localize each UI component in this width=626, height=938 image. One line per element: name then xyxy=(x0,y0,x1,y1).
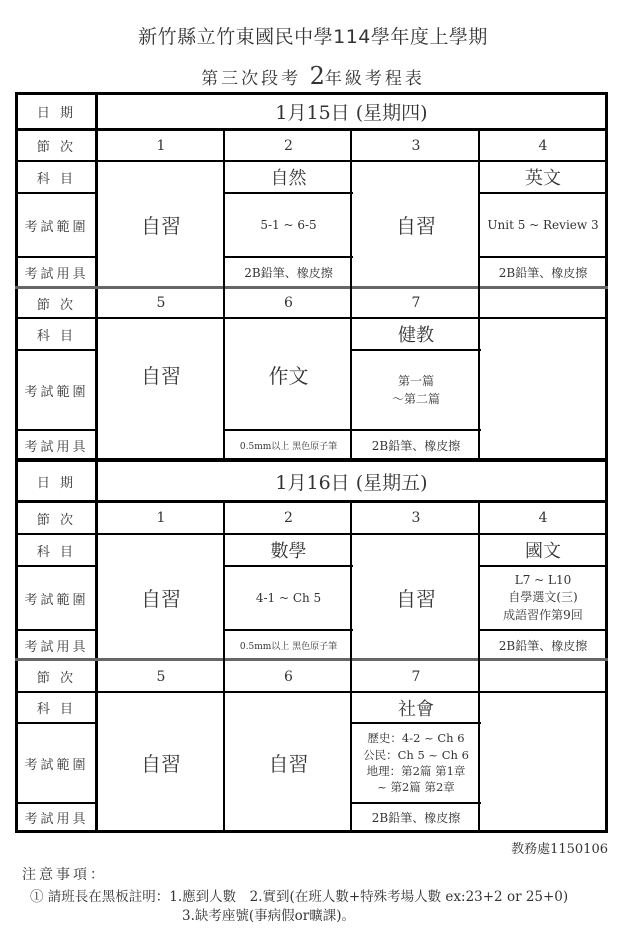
scope-line: 第一篇 xyxy=(397,374,434,388)
day2-date: 1月16日 (星期五) xyxy=(275,471,428,494)
scope-line: 自學選文(三) xyxy=(508,590,578,605)
day1-p2-scope: 5-1 ~ 6-5 xyxy=(260,218,317,232)
subject-label: 科 目 xyxy=(36,328,77,344)
scope-label: 考試範圍 xyxy=(24,384,89,400)
scope-label: 考試範圍 xyxy=(24,592,89,608)
grade-number: 2 xyxy=(309,62,325,90)
subject-label: 科 目 xyxy=(36,171,77,187)
day2-p4-tools: 2B鉛筆、橡皮擦 xyxy=(498,638,588,653)
day2-p7-scope xyxy=(353,724,479,802)
day2-p2-scope: 4-1 ~ Ch 5 xyxy=(255,591,322,605)
notes-title: 注意事項： xyxy=(22,867,107,883)
day2-period-3: 3 xyxy=(411,510,421,526)
day1-period-5: 5 xyxy=(156,295,166,311)
scope-line: 地理：第2篇 第1章 xyxy=(366,764,466,778)
day2-p2-subject: 數學 xyxy=(270,541,307,562)
scope-label: 考試範圍 xyxy=(24,757,89,773)
note-line-1: ① 請班長在黑板註明：1.應到人數 2.實到(在班人數+特殊考場人數 ex:23+2 or 25+0) xyxy=(30,889,569,905)
day1-p6-composition: 作文 xyxy=(268,363,309,388)
day1-p6-tools: 0.5mm以上 黑色原子筆 xyxy=(239,441,338,452)
day2-period-7: 7 xyxy=(411,668,421,685)
column-divider xyxy=(223,500,225,833)
exam-title-suffix: 年級考程表 xyxy=(324,69,425,89)
day1-p2-subject: 自然 xyxy=(270,168,307,189)
day2-p4-subject: 國文 xyxy=(525,541,561,562)
day1-period-2: 2 xyxy=(284,137,293,154)
subject-label: 科 目 xyxy=(36,702,77,717)
issuer-signature: 教務處1150106 xyxy=(511,842,608,857)
column-divider xyxy=(478,128,480,458)
day1-p4-tools: 2B鉛筆、橡皮擦 xyxy=(498,266,588,280)
day1-p4-subject: 英文 xyxy=(525,168,561,189)
subject-label: 科 目 xyxy=(36,544,77,560)
tools-label: 考試用具 xyxy=(24,439,89,455)
period-label: 節 次 xyxy=(36,140,77,155)
day1-period-4: 4 xyxy=(538,137,548,154)
scope-line: 歷史：4-2 ~ Ch 6 xyxy=(367,731,465,746)
day2-p2-tools: 0.5mm以上 黑色原子筆 xyxy=(239,641,338,652)
date-label: 日 期 xyxy=(36,475,77,491)
column-divider xyxy=(478,500,480,833)
tools-label: 考試用具 xyxy=(24,267,89,282)
period-label: 節 次 xyxy=(36,512,77,528)
day2-period-1: 1 xyxy=(156,510,166,526)
day2-p3-self-study: 自習 xyxy=(396,586,436,611)
scope-line: ～第二篇 xyxy=(391,392,440,406)
day1-p1-self-study: 自習 xyxy=(141,214,181,238)
column-divider xyxy=(223,128,225,458)
day1-p7-scope xyxy=(353,351,479,429)
day1-p3-self-study: 自習 xyxy=(396,214,436,238)
period-label: 節 次 xyxy=(36,671,77,686)
day1-period-7: 7 xyxy=(411,295,421,311)
day2-p7-tools: 2B鉛筆、橡皮擦 xyxy=(371,811,461,825)
scope-label: 考試範圍 xyxy=(24,219,89,235)
scope-line: 公民：Ch 5 ~ Ch 6 xyxy=(363,747,469,762)
school-title: 新竹縣立竹東國民中學114學年度上學期 xyxy=(138,26,488,48)
day2-period-2: 2 xyxy=(284,510,293,526)
day1-p5-self-study: 自習 xyxy=(141,363,181,388)
day2-p1-self-study: 自習 xyxy=(141,586,181,611)
notes-body xyxy=(30,888,568,926)
day2-period-4: 4 xyxy=(538,510,548,526)
scope-line: ~ 第2篇 第2章 xyxy=(377,780,455,795)
day1-period-1: 1 xyxy=(156,137,166,154)
tools-label: 考試用具 xyxy=(24,639,89,655)
day2-p7-subject: 社會 xyxy=(398,698,434,720)
day1-period-6: 6 xyxy=(284,295,293,311)
day1-p7-tools: 2B鉛筆、橡皮擦 xyxy=(371,438,461,453)
scope-line: L7 ~ L10 xyxy=(514,572,572,587)
exam-title-prefix: 第三次段考 xyxy=(201,69,302,89)
column-divider xyxy=(350,128,352,458)
column-divider xyxy=(350,500,352,833)
tools-label: 考試用具 xyxy=(24,812,89,827)
date-label: 日 期 xyxy=(36,106,77,121)
day2-p4-scope xyxy=(481,567,605,629)
period-label: 節 次 xyxy=(36,297,77,313)
day1-p2-tools: 2B鉛筆、橡皮擦 xyxy=(244,266,333,280)
day1-p4-scope: Unit 5 ~ Review 3 xyxy=(487,218,599,232)
day1-p7-subject: 健教 xyxy=(398,325,434,346)
day2-p5-self-study: 自習 xyxy=(141,751,181,776)
day2-period-6: 6 xyxy=(284,668,293,685)
day1-period-3: 3 xyxy=(411,137,421,154)
day2-period-5: 5 xyxy=(156,668,166,685)
day2-p6-self-study: 自習 xyxy=(268,751,309,776)
day1-date: 1月15日 (星期四) xyxy=(275,102,428,124)
scope-line: 成語習作第9回 xyxy=(503,607,583,622)
note-line-2: 3.缺考座號(事病假or曠課)。 xyxy=(182,908,355,924)
